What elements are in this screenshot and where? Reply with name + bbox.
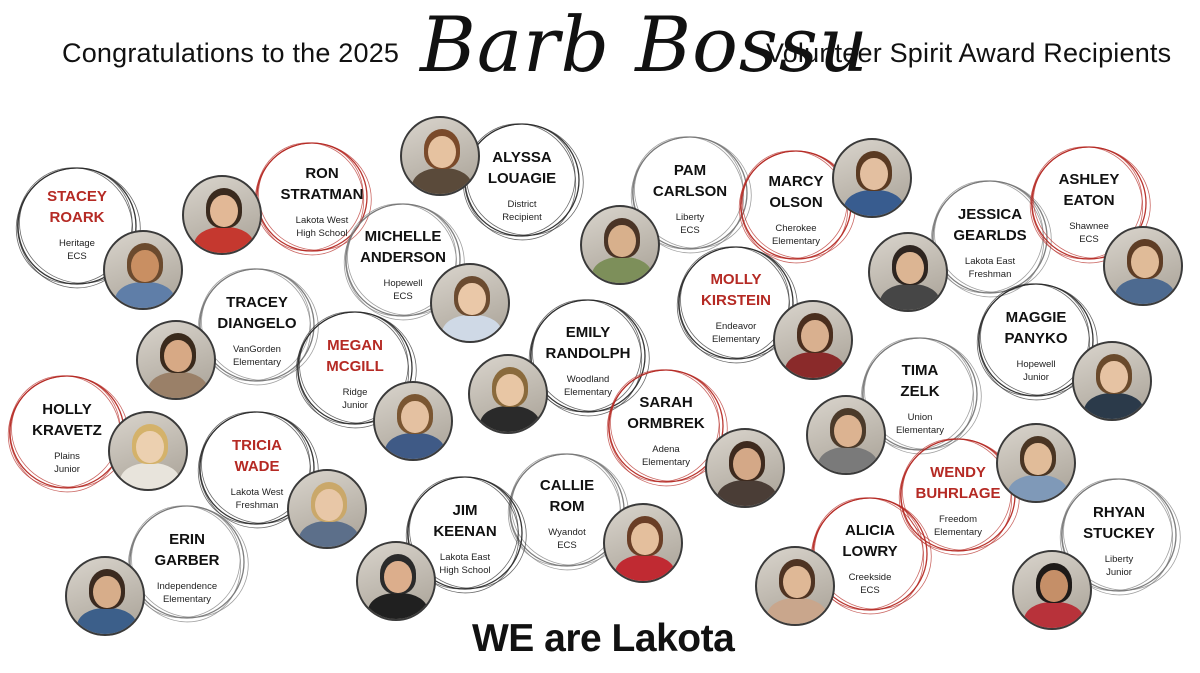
portrait-face — [1100, 361, 1127, 393]
school-line-1: Hopewell — [383, 278, 423, 289]
recipient-last-name: GEARLDS — [953, 227, 1027, 244]
recipient-last-name: RANDOLPH — [545, 345, 631, 362]
school-line-2: Elementary — [162, 593, 212, 605]
school-line-2: Junior — [342, 399, 368, 411]
recipient-last-name: MCGILL — [326, 358, 384, 375]
school-line-1: Lakota East — [964, 256, 1016, 267]
recipient-first-name: RHYAN — [1093, 504, 1145, 521]
recipient-first-name: MEGAN — [327, 337, 383, 354]
school-line-1: Cherokee — [775, 223, 817, 234]
recipient-last-name: BUHRLAGE — [915, 485, 1001, 502]
recipient-first-name: ERIN — [169, 531, 205, 548]
recipient-last-name: PANYKO — [1004, 330, 1068, 347]
portrait-body — [120, 463, 181, 491]
recipient-last-name: KRAVETZ — [32, 422, 102, 439]
portrait-body — [442, 315, 503, 343]
recipient-first-name: MOLLY — [710, 271, 762, 288]
school-line-2: ECS — [393, 290, 413, 302]
recipient-card-jim-keenan — [405, 500, 525, 577]
recipient-card-callie-rom — [507, 475, 627, 552]
recipient-school — [197, 487, 317, 512]
school-line-1: Union — [907, 412, 933, 423]
recipient-last-name: KIRSTEIN — [700, 292, 771, 309]
portrait-face — [428, 136, 455, 168]
recipient-school — [630, 212, 750, 237]
recipient-school — [17, 238, 137, 263]
school-line-2: Elementary — [232, 356, 282, 368]
school-line-1: Creekside — [848, 572, 892, 583]
recipient-school — [507, 527, 627, 552]
recipient-school — [127, 581, 247, 606]
portrait-face — [631, 523, 658, 555]
school-line-2: ECS — [860, 584, 880, 596]
school-line-2: Elementary — [563, 386, 613, 398]
school-line-1: Heritage — [59, 238, 95, 249]
recipient-first-name: CALLIE — [539, 477, 595, 494]
school-line-1: Woodland — [566, 374, 610, 385]
recipient-last-name: DIANGELO — [217, 315, 297, 332]
portrait-face — [136, 431, 163, 463]
header — [0, 0, 1200, 110]
school-line-1: Lakota West — [230, 487, 284, 498]
recipient-last-name: ROM — [549, 498, 585, 515]
school-line-2: Elementary — [771, 235, 821, 247]
header-right-text: Volunteer Spirit Award Recipients — [766, 38, 1172, 68]
recipient-last-name: STRATMAN — [280, 186, 364, 203]
recipient-last-name: ANDERSON — [360, 249, 446, 266]
recipient-first-name: TIMA — [901, 362, 939, 379]
recipient-school — [810, 572, 930, 597]
recipient-first-name: JESSICA — [957, 206, 1023, 223]
recipient-school — [405, 552, 525, 577]
recipient-first-name: WENDY — [930, 464, 986, 481]
school-line-1: Endeavor — [715, 321, 757, 332]
recipient-first-name: PAM — [673, 162, 707, 179]
recipient-card-emily-randolph — [528, 322, 648, 399]
school-line-2: ECS — [67, 250, 87, 262]
portrait-body — [385, 433, 446, 461]
recipient-school — [860, 412, 980, 437]
recipient-last-name: LOWRY — [842, 543, 898, 560]
school-line-2: ECS — [1079, 233, 1099, 245]
portrait-body — [717, 480, 778, 508]
recipient-card-alicia-lowry — [810, 520, 930, 597]
recipient-card-tricia-wade — [197, 435, 317, 512]
recipient-first-name: ASHLEY — [1058, 171, 1120, 188]
school-line-1: Wyandot — [548, 527, 586, 538]
school-line-1: Shawnee — [1069, 221, 1109, 232]
portrait-body — [194, 227, 255, 255]
recipient-card-megan-mcgill — [295, 335, 415, 412]
school-line-1: VanGorden — [233, 344, 281, 355]
portrait-body — [1115, 278, 1176, 306]
recipient-first-name: ALYSSA — [492, 149, 552, 166]
school-line-1: Adena — [652, 444, 680, 455]
portrait-body — [115, 282, 176, 310]
school-line-1: Liberty — [1104, 554, 1134, 565]
recipient-last-name: WADE — [234, 458, 280, 475]
recipient-school — [343, 278, 463, 303]
recipient-school — [1029, 221, 1149, 246]
portrait-face — [315, 489, 342, 521]
recipient-card-michelle-anderson — [343, 226, 463, 303]
portrait-face — [210, 195, 237, 227]
portrait-face — [164, 340, 191, 372]
recipient-school — [7, 451, 127, 476]
school-line-2: Elementary — [641, 456, 691, 468]
portrait-face — [1024, 443, 1051, 475]
school-line-2: Elementary — [711, 333, 761, 345]
recipient-school — [736, 223, 856, 248]
school-line-1: Ridge — [342, 387, 368, 398]
school-line-1: District — [507, 199, 537, 210]
recipient-first-name: MICHELLE — [364, 228, 442, 245]
recipient-first-name: TRICIA — [232, 437, 282, 454]
recipient-school — [462, 199, 582, 224]
portrait-body — [1084, 393, 1145, 421]
recipient-last-name: OLSON — [769, 194, 823, 211]
recipient-last-name: ORMBREK — [627, 415, 705, 432]
recipient-school — [976, 359, 1096, 384]
header-left-text: Congratulations to the 2025 — [62, 38, 400, 68]
portrait-face — [93, 576, 120, 608]
recipient-last-name: CARLSON — [652, 183, 728, 200]
school-line-1: Plains — [54, 451, 80, 462]
recipient-school — [676, 321, 796, 346]
recipient-school — [606, 444, 726, 469]
portrait-body — [880, 284, 941, 312]
recipient-card-sarah-ormbrek — [606, 392, 726, 469]
portrait-face — [834, 415, 861, 447]
recipient-card-molly-kirstein — [676, 269, 796, 346]
recipient-first-name: STACEY — [47, 188, 107, 205]
recipient-card-marcy-olson — [736, 171, 856, 248]
school-line-2: High School — [439, 564, 491, 576]
recipient-school — [1059, 554, 1179, 579]
portrait-face — [860, 158, 887, 190]
recipient-card-ashley-eaton — [1029, 169, 1149, 246]
portrait-body — [592, 257, 653, 285]
school-line-2: Elementary — [895, 424, 945, 436]
recipient-first-name: RON — [305, 165, 339, 182]
recipient-card-erin-garber — [127, 529, 247, 606]
recipient-first-name: JIM — [452, 502, 478, 519]
school-line-2: Recipient — [502, 211, 542, 223]
recipient-first-name: TRACEY — [226, 294, 288, 311]
portrait-body — [368, 593, 429, 621]
school-line-1: Lakota West — [295, 215, 349, 226]
lakota-logo — [472, 617, 734, 661]
recipient-last-name: ROARK — [49, 209, 105, 226]
school-line-2: Junior — [1106, 566, 1132, 578]
portrait-face — [1131, 246, 1158, 278]
school-line-2: ECS — [680, 224, 700, 236]
school-line-1: Independence — [156, 581, 218, 592]
portrait-body — [1024, 602, 1085, 630]
recipient-first-name: MARCY — [768, 173, 824, 190]
recipient-first-name: SARAH — [639, 394, 693, 411]
recipient-card-alyssa-louagie — [462, 147, 582, 224]
recipient-last-name: EATON — [1063, 192, 1115, 209]
school-line-2: High School — [296, 227, 348, 239]
header-script-name: Barb Bossu — [420, 0, 869, 89]
portrait-body — [615, 555, 676, 583]
portrait-body — [77, 608, 138, 636]
recipient-card-maggie-panyko — [976, 307, 1096, 384]
school-line-2: Junior — [1023, 371, 1049, 383]
school-line-1: Lakota East — [439, 552, 491, 563]
recipient-first-name: EMILY — [565, 324, 611, 341]
portrait-face — [896, 252, 923, 284]
school-line-2: Junior — [54, 463, 80, 475]
portrait-body — [767, 598, 828, 626]
recipient-school — [930, 256, 1050, 281]
recipient-card-holly-kravetz — [7, 399, 127, 476]
recipient-card-pam-carlson — [630, 160, 750, 237]
recipient-school — [295, 387, 415, 412]
recipient-last-name: KEENAN — [433, 523, 497, 540]
portrait-body — [785, 352, 846, 380]
recipient-last-name: GARBER — [154, 552, 220, 569]
photo-ron-stratman — [182, 175, 262, 255]
portrait-body — [818, 447, 879, 475]
recipient-first-name: MAGGIE — [1005, 309, 1067, 326]
recipient-card-stacey-roark — [17, 186, 137, 263]
portrait-body — [148, 372, 209, 400]
school-line-2: Freshman — [968, 268, 1012, 280]
recipient-last-name: ZELK — [900, 383, 940, 400]
portrait-body — [480, 406, 541, 434]
portrait-face — [783, 566, 810, 598]
recipient-first-name: HOLLY — [42, 401, 92, 418]
recipient-last-name: STUCKEY — [1083, 525, 1155, 542]
portrait-face — [801, 320, 828, 352]
school-line-2: ECS — [557, 539, 577, 551]
school-line-1: Freedom — [938, 514, 977, 525]
school-line-1: Hopewell — [1016, 359, 1056, 370]
recipient-first-name: ALICIA — [845, 522, 895, 539]
recipient-card-rhyan-stuckey — [1059, 502, 1179, 579]
school-line-2: Freshman — [235, 499, 279, 511]
portrait-body — [299, 521, 360, 549]
recipient-last-name: LOUAGIE — [487, 170, 557, 187]
school-line-1: Liberty — [675, 212, 705, 223]
school-line-2: Elementary — [933, 526, 983, 538]
portrait-face — [733, 448, 760, 480]
portrait-face — [496, 374, 523, 406]
logo-text: WE are Lakota — [472, 617, 735, 660]
recipient-card-tima-zelk — [860, 360, 980, 437]
